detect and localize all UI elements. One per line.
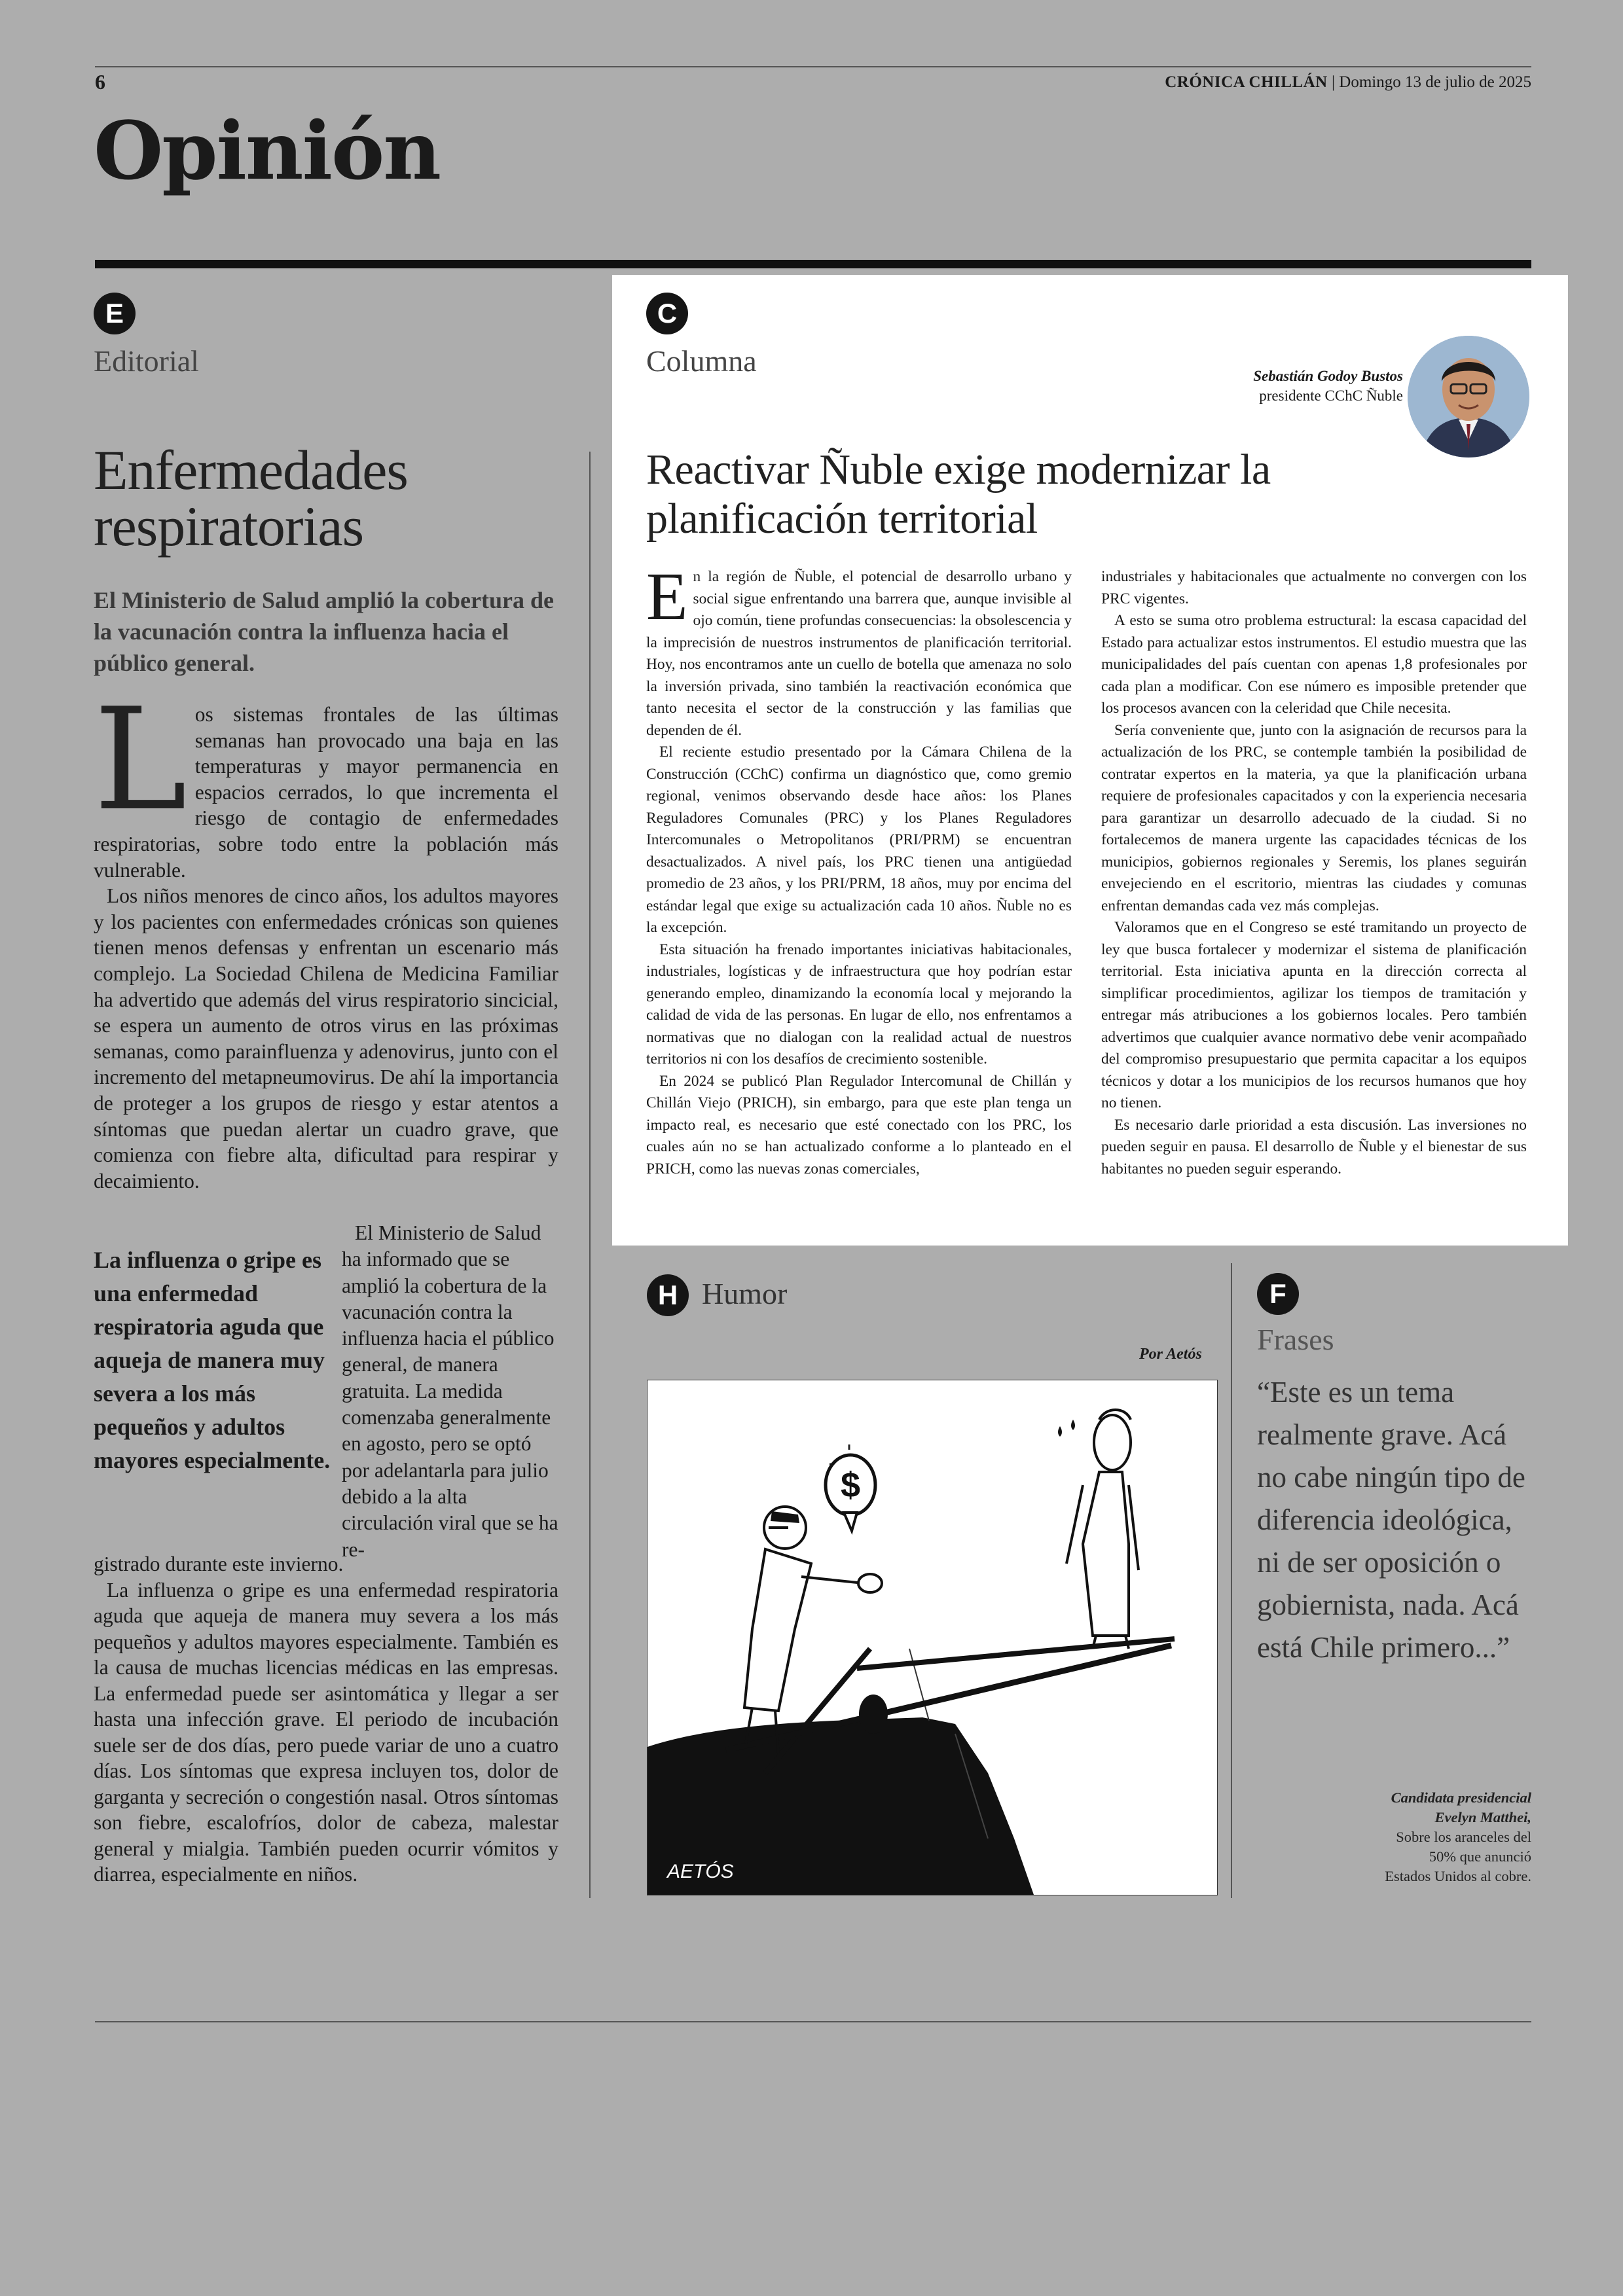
editorial-paragraph: gistrado durante este invierno. (94, 1552, 344, 1575)
column-author (1253, 367, 1403, 406)
frases-quote: “Este es un tema realmente grave. Acá no cabe ningún tipo de diferencia ideológica, ni de ser oposición o gobiernista, nada. Acá está Chile primero...” (1257, 1376, 1525, 1664)
column-dropcap: E (646, 559, 688, 634)
editorial-paragraph: Los niños menores de cinco años, los adultos mayores y los pacientes con enfermedades crónicas son quienes tienen menos defensas y enfrentan un escenario más complejo. La Sociedad Chilena de Medicina Familiar ha advertido que además del virus respiratorio sincicial, se espera un aumento de otros virus en las próximas semanas, como parainfluenza y adenovirus, junto con el incremento del metapneumovirus. De ahí la importancia de proteger a los grupos de riesgo y estar atentos a síntomas que puedan alertar un cuadro grave, que comienza con fiebre alta, dificultad para respirar y decaimiento. (94, 884, 558, 1193)
quote-source (1381, 1788, 1531, 1886)
column-paragraph: n la región de Ñuble, el potencial de desarrollo urbano y social sigue enfrentando una barrera que, aunque invisible al ojo común, tiene profundas consecuencias: la obsolescencia y la imprecisión de nuestros instrumentos de planificación territorial. Hoy, nos encontramos ante un cuello de botella que amenaza no solo la inversión privada, sino también la reactivación económica que tanto necesita el sector de la construcción y las familias que dependen de él. (646, 568, 1072, 739)
editorial-title: Enfermedades respiratorias (94, 439, 408, 558)
column-paragraph: Es necesario darle prioridad a esta discusión. Las inversiones no pueden seguir en pausa. El desarrollo de Ñuble y el bienestar de sus habitantes no pueden seguir esperando. (1101, 1116, 1527, 1177)
editorial-pullquote: La influenza o gripe es una enfermedad respiratoria aguda que aqueja de manera muy severa a los más pequeños y adultos mayores especialmente. (94, 1247, 331, 1473)
frases-kicker: Frases (1257, 1323, 1334, 1356)
humor-kicker: Humor (702, 1277, 788, 1310)
editorial-paragraph: os sistemas frontales de las últimas semanas han provocado una baja en las temperaturas y mayor permanencia en espacios cerrados, lo que incrementa el riesgo de contagio de enfermedades respiratorias, sobre todo entre la población más vulnerable. (94, 703, 558, 882)
section-rule (95, 260, 1531, 268)
editorial-side-paragraph: El Ministerio de Salud ha informado que se amplió la cobertura de la vacunación contra la influenza hacia el público general, de manera gratuita. La medida comenzaba generalmente en agosto, pero se optó por adelantarla para julio debido a la alta circulación viral que se ha re- (342, 1221, 558, 1561)
column-paragraph: Sería conveniente que, junto con la asignación de recursos para la actualización de los PRC, se contemple también la posibilidad de contratar expertos en la materia, ya que la planificación urbana requiere de profesionales capacitados y con la experiencia necesaria para garantizar un desarrollo adecuado de la ciudad. Si no fortalecemos de manera urgente las capacidades técnicas de los municipios, gobiernos regionales y Seremis, los planes seguirán envejeciendo en el escritorio, mientras las ciudades y comunas enfrentan demandas cada vez más complejas. (1101, 721, 1527, 914)
frases-divider (1231, 1263, 1232, 1898)
section-title: Opinión (94, 103, 441, 198)
top-rule (95, 66, 1531, 67)
issue-date: Domingo 13 de julio de 2025 (1339, 73, 1531, 91)
author-name: Sebastián Godoy Bustos (1253, 368, 1403, 384)
seesaw-cartoon-illustration (647, 1380, 1217, 1895)
author-photo (1408, 336, 1529, 457)
source-title: Candidata presidencial (1391, 1789, 1531, 1806)
cartoon-signature: AETÓS (667, 1861, 734, 1882)
humor-cartoon (647, 1380, 1218, 1895)
editorial-paragraph: La influenza o gripe es una enfermedad respiratoria aguda que aqueja de manera muy severa a los más pequeños y adultos mayores especialmente. También es la causa de muchas licencias médicas en las empresas. La enfermedad puede ser asintomática y llegar a ser hasta una infección grave. El periodo de incubación suele ser de dos días, pero puede variar de uno a cuatro días. Los síntomas que expresa incluyen tos, dolor de garganta y secreción o congestión nasal. Otros síntomas son fiebre, escalofríos, dolor de cabeza, malestar general y mialgia. También pueden ocurrir vómitos y diarrea, especialmente en niños. (94, 1578, 558, 1886)
editorial-body (94, 677, 558, 1194)
column-divider (589, 452, 591, 1898)
bottom-rule (95, 2021, 1531, 2022)
column-paragraph: El reciente estudio presentado por la Cámara Chilena de la Construcción (CChC) confirma un diagnóstico que, como gremio regional, venimos observando desde hace años: los Planes Reguladores Comunales (PRC) y los Planes Reguladores Intercomunales o Metropolitanos (PRI/PRM) se encuentran desactualizados. A nivel país, los PRC tienen una antigüedad promedio de 23 años, y los PRI/PRM, 18 años, muy por encima del estándar legal que exige su actualización cada 10 años. Ñuble no es la excepción. (646, 744, 1072, 936)
author-role: presidente CChC Ñuble (1259, 387, 1403, 404)
dateline: CRÓNICA CHILLÁN | Domingo 13 de julio de 2025 (1165, 73, 1531, 91)
cartoon-byline: Por Aetós (1139, 1346, 1202, 1363)
source-name: Evelyn Matthei, (1434, 1809, 1531, 1825)
column-paragraph: En 2024 se publicó Plan Regulador Intercomunal de Chillán y Chillán Viejo (PRICH), sin embargo, para que este plan tenga un impacto real, es necesario que esté conectado con los PRC, los cuales aún no se han actualizado conforme a lo planteado en el PRICH, como las nuevas zonas comerciales, (646, 1072, 1072, 1177)
editorial-dropcap: L (94, 677, 187, 842)
author-portrait-icon (1408, 336, 1529, 457)
column-badge: C (646, 293, 688, 334)
column-paragraph: Valoramos que en el Congreso se esté tramitando un proyecto de ley que busca fortalecer y modernizar el sistema de planificación territorial. Esta iniciativa apunta en la dirección correcta al simplificar procedimientos, agilizar los tiempos de tramitación y entregar más atribuciones a los gobiernos locales. Pero también advertimos que cualquier avance normativo debe venir acompañado del compromiso presupuestario que permita capacitar a los equipos técnicos y dotar a los municipios de los recursos humanos que hoy no tienen. (1101, 919, 1527, 1111)
page-number: 6 (95, 70, 105, 94)
editorial-deck: El Ministerio de Salud amplió la cobertura de la vacunación contra la influenza hacia el público general. (94, 587, 555, 676)
editorial-badge: E (94, 293, 136, 334)
humor-badge: H (647, 1274, 689, 1316)
editorial-kicker: Editorial (94, 344, 199, 378)
column-paragraph: A esto se suma otro problema estructural: la escasa capacidad del Estado para actualizar estos instrumentos. El estudio muestra que las municipalidades del país cuentan con apenas 1,8 profesionales por cada plan a modificar. Con ese número es imposible pretender que los procesos avancen con la celeridad que Chile necesita. (1101, 612, 1527, 717)
source-context: Sobre los aranceles del 50% que anunció Estados Unidos al cobre. (1385, 1829, 1531, 1884)
column-right-text (1101, 566, 1527, 1180)
dollar-sign: $ (840, 1465, 861, 1505)
editorial-tail (94, 1551, 558, 1888)
column-title: Reactivar Ñuble exige modernizar la planificación territorial (646, 446, 1271, 543)
frases-badge: F (1257, 1273, 1299, 1315)
column-left-text (646, 559, 1072, 1180)
column-kicker: Columna (646, 344, 757, 378)
paper-name: CRÓNICA CHILLÁN (1165, 73, 1328, 91)
column-paragraph: industriales y habitacionales que actualmente no convergen con los PRC vigentes. (1101, 568, 1527, 607)
column-paragraph: Esta situación ha frenado importantes iniciativas habitacionales, industriales, logísticas y de infraestructura que hoy podrían estar generando empleo, dinamizando la economía local y mejorando la calidad de vida de las personas. En lugar de ello, nos enfrentamos a normativas que no dialogan con la realidad actual de nuestros territorios ni con los desafíos de crecimiento sostenible. (646, 941, 1072, 1067)
